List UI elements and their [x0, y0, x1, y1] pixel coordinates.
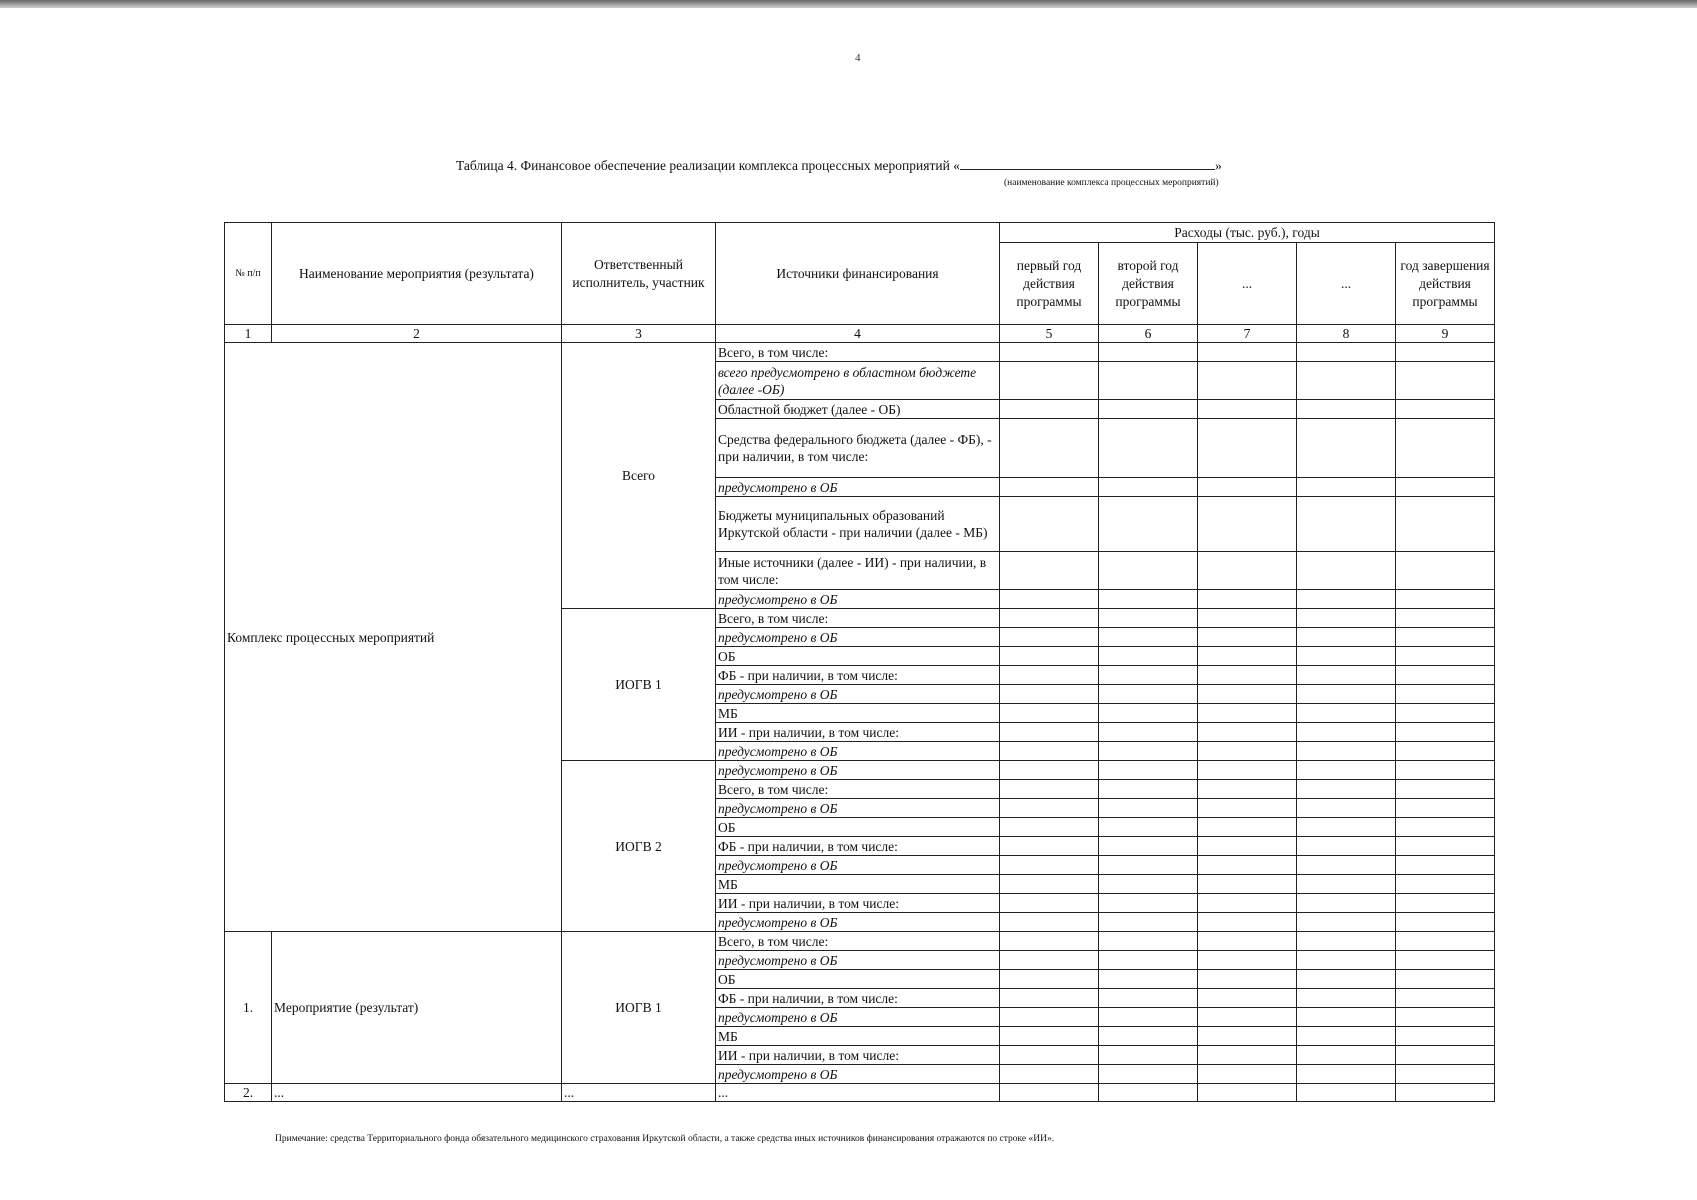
value-cell [1000, 856, 1099, 875]
value-cell [1198, 1065, 1297, 1084]
value-cell [1297, 894, 1396, 913]
value-cell [1198, 856, 1297, 875]
col-number: 3 [562, 325, 716, 343]
value-cell [1396, 1027, 1495, 1046]
value-cell [1000, 913, 1099, 932]
value-cell [1000, 590, 1099, 609]
value-cell [1198, 552, 1297, 590]
value-cell [1000, 951, 1099, 970]
title-blank-line [960, 157, 1215, 170]
value-cell [1000, 1084, 1099, 1102]
value-cell [1396, 818, 1495, 837]
source-cell: предусмотрено в ОБ [716, 799, 1000, 818]
value-cell [1099, 932, 1198, 951]
value-cell [1000, 552, 1099, 590]
value-cell [1396, 1046, 1495, 1065]
executor-cell: Всего [562, 343, 716, 609]
value-cell [1099, 685, 1198, 704]
value-cell [1396, 590, 1495, 609]
executor-cell: ИОГВ 2 [562, 761, 716, 932]
value-cell [1297, 970, 1396, 989]
value-cell [1396, 362, 1495, 400]
value-cell [1000, 1065, 1099, 1084]
table-row [225, 343, 1495, 362]
value-cell [1396, 780, 1495, 799]
value-cell [1396, 478, 1495, 497]
value-cell [1297, 1027, 1396, 1046]
value-cell [1099, 1008, 1198, 1027]
value-cell [1000, 894, 1099, 913]
value-cell [1099, 761, 1198, 780]
source-cell: предусмотрено в ОБ [716, 742, 1000, 761]
value-cell [1396, 1084, 1495, 1102]
source-cell: Средства федерального бюджета (далее - ФБ), - при наличии, в том числе: [716, 419, 1000, 478]
source-cell: Областной бюджет (далее - ОБ) [716, 400, 1000, 419]
col-number: 6 [1099, 325, 1198, 343]
value-cell [1396, 932, 1495, 951]
value-cell [1198, 932, 1297, 951]
value-cell [1099, 552, 1198, 590]
executor-cell: ИОГВ 1 [562, 609, 716, 761]
source-cell: ИИ - при наличии, в том числе: [716, 723, 1000, 742]
value-cell [1297, 913, 1396, 932]
source-cell: МБ [716, 704, 1000, 723]
value-cell [1099, 951, 1198, 970]
value-cell [1198, 989, 1297, 1008]
value-cell [1198, 1046, 1297, 1065]
source-cell: предусмотрено в ОБ [716, 913, 1000, 932]
value-cell [1396, 609, 1495, 628]
value-cell [1297, 761, 1396, 780]
source-cell: предусмотрено в ОБ [716, 590, 1000, 609]
value-cell [1099, 1046, 1198, 1065]
table-row [225, 932, 1495, 951]
value-cell [1099, 609, 1198, 628]
value-cell [1000, 875, 1099, 894]
financing-table [224, 222, 1495, 1102]
value-cell [1297, 628, 1396, 647]
value-cell [1099, 647, 1198, 666]
value-cell [1000, 497, 1099, 552]
value-cell [1198, 894, 1297, 913]
value-cell [1198, 970, 1297, 989]
header-num: № п/п [225, 223, 272, 325]
value-cell [1297, 723, 1396, 742]
value-cell [1099, 856, 1198, 875]
value-cell [1000, 742, 1099, 761]
source-cell: всего предусмотрено в областном бюджете (далее -ОБ) [716, 362, 1000, 400]
value-cell [1198, 419, 1297, 478]
value-cell [1000, 799, 1099, 818]
value-cell [1396, 723, 1495, 742]
source-cell: ФБ - при наличии, в том числе: [716, 837, 1000, 856]
value-cell [1000, 989, 1099, 1008]
value-cell [1099, 799, 1198, 818]
value-cell [1099, 837, 1198, 856]
value-cell [1297, 400, 1396, 419]
value-cell [1396, 704, 1495, 723]
value-cell [1099, 1065, 1198, 1084]
scan-top-edge [0, 0, 1697, 8]
value-cell [1297, 780, 1396, 799]
value-cell [1198, 343, 1297, 362]
source-cell: МБ [716, 1027, 1000, 1046]
value-cell [1198, 478, 1297, 497]
value-cell [1297, 1084, 1396, 1102]
value-cell [1198, 685, 1297, 704]
value-cell [1396, 837, 1495, 856]
value-cell [1396, 497, 1495, 552]
value-cell [1000, 685, 1099, 704]
value-cell [1198, 742, 1297, 761]
value-cell [1297, 989, 1396, 1008]
value-cell [1396, 989, 1495, 1008]
value-cell [1396, 970, 1495, 989]
value-cell [1297, 647, 1396, 666]
value-cell [1198, 1008, 1297, 1027]
value-cell [1297, 685, 1396, 704]
value-cell [1396, 951, 1495, 970]
executor-cell: ИОГВ 1 [562, 932, 716, 1084]
col-number: 8 [1297, 325, 1396, 343]
header-expenses: Расходы (тыс. руб.), годы [1000, 223, 1495, 243]
col-number: 4 [716, 325, 1000, 343]
value-cell [1396, 799, 1495, 818]
value-cell [1297, 856, 1396, 875]
value-cell [1198, 647, 1297, 666]
value-cell [1198, 704, 1297, 723]
value-cell [1396, 628, 1495, 647]
value-cell [1099, 1084, 1198, 1102]
footnote: Примечание: средства Территориального фонда обязательного медицинского страхования Иркутской области, а также средства иных источников финансирования отражаются по строке «ИИ». [275, 1134, 1055, 1144]
value-cell [1198, 1027, 1297, 1046]
value-cell [1396, 875, 1495, 894]
value-cell [1297, 478, 1396, 497]
source-cell: МБ [716, 875, 1000, 894]
source-cell: предусмотрено в ОБ [716, 1065, 1000, 1084]
value-cell [1198, 1084, 1297, 1102]
value-cell [1297, 497, 1396, 552]
complex-name: Комплекс процессных мероприятий [225, 343, 562, 932]
source-cell: ОБ [716, 970, 1000, 989]
value-cell [1198, 609, 1297, 628]
value-cell [1297, 837, 1396, 856]
value-cell [1198, 780, 1297, 799]
source-cell: предусмотрено в ОБ [716, 628, 1000, 647]
value-cell [1000, 970, 1099, 989]
value-cell [1099, 875, 1198, 894]
value-cell [1396, 1065, 1495, 1084]
value-cell [1198, 666, 1297, 685]
source-cell: Всего, в том числе: [716, 780, 1000, 799]
source-cell: ФБ - при наличии, в том числе: [716, 666, 1000, 685]
source-cell: предусмотрено в ОБ [716, 685, 1000, 704]
value-cell [1099, 780, 1198, 799]
value-cell [1000, 1027, 1099, 1046]
source-cell: Бюджеты муниципальных образований Иркутской области - при наличии (далее - МБ) [716, 497, 1000, 552]
header-year-1: первый год действия программы [1000, 243, 1099, 325]
source-cell: предусмотрено в ОБ [716, 856, 1000, 875]
value-cell [1099, 628, 1198, 647]
table-title-prefix: Таблица 4. Финансовое обеспечение реализации комплекса процессных мероприятий « [456, 158, 960, 173]
value-cell [1297, 1046, 1396, 1065]
value-cell [1297, 799, 1396, 818]
table-title-suffix: » [1214, 158, 1222, 173]
value-cell [1099, 970, 1198, 989]
source-cell: ИИ - при наличии, в том числе: [716, 1046, 1000, 1065]
value-cell [1198, 400, 1297, 419]
value-cell [1297, 590, 1396, 609]
value-cell [1198, 875, 1297, 894]
value-cell [1000, 761, 1099, 780]
value-cell [1396, 419, 1495, 478]
value-cell [1099, 742, 1198, 761]
value-cell [1000, 704, 1099, 723]
value-cell [1000, 780, 1099, 799]
value-cell [1099, 818, 1198, 837]
value-cell [1396, 400, 1495, 419]
value-cell [1000, 723, 1099, 742]
value-cell [1297, 704, 1396, 723]
value-cell [1099, 894, 1198, 913]
header-year-3: ... [1198, 243, 1297, 325]
event-name: ... [272, 1084, 562, 1102]
value-cell [1297, 552, 1396, 590]
header-year-2: второй год действия программы [1099, 243, 1198, 325]
value-cell [1396, 552, 1495, 590]
page-number: 4 [855, 52, 861, 64]
value-cell [1099, 989, 1198, 1008]
value-cell [1297, 666, 1396, 685]
value-cell [1099, 343, 1198, 362]
value-cell [1198, 799, 1297, 818]
value-cell [1000, 400, 1099, 419]
value-cell [1198, 723, 1297, 742]
value-cell [1297, 419, 1396, 478]
table-title [456, 157, 1222, 174]
value-cell [1198, 362, 1297, 400]
value-cell [1396, 647, 1495, 666]
header-year-last: год завершения действия программы [1396, 243, 1495, 325]
value-cell [1297, 818, 1396, 837]
source-cell: ОБ [716, 647, 1000, 666]
value-cell [1000, 818, 1099, 837]
header-sources: Источники финансирования [716, 223, 1000, 325]
value-cell [1198, 497, 1297, 552]
value-cell [1000, 932, 1099, 951]
source-cell: Всего, в том числе: [716, 609, 1000, 628]
value-cell [1000, 666, 1099, 685]
source-cell: ... [716, 1084, 1000, 1102]
source-cell: Всего, в том числе: [716, 343, 1000, 362]
title-caption: (наименование комплекса процессных мероприятий) [1004, 178, 1219, 188]
value-cell [1297, 609, 1396, 628]
value-cell [1396, 856, 1495, 875]
value-cell [1297, 932, 1396, 951]
col-number: 7 [1198, 325, 1297, 343]
value-cell [1198, 628, 1297, 647]
col-number: 2 [272, 325, 562, 343]
header-name: Наименование мероприятия (результата) [272, 223, 562, 325]
value-cell [1396, 894, 1495, 913]
value-cell [1099, 400, 1198, 419]
value-cell [1396, 761, 1495, 780]
value-cell [1297, 343, 1396, 362]
value-cell [1297, 951, 1396, 970]
value-cell [1099, 478, 1198, 497]
executor-cell: ... [562, 1084, 716, 1102]
value-cell [1000, 609, 1099, 628]
value-cell [1000, 628, 1099, 647]
event-number: 1. [225, 932, 272, 1084]
table-row [225, 1084, 1495, 1102]
value-cell [1297, 1065, 1396, 1084]
source-cell: ФБ - при наличии, в том числе: [716, 989, 1000, 1008]
value-cell [1099, 419, 1198, 478]
source-cell: Иные источники (далее - ИИ) - при наличии, в том числе: [716, 552, 1000, 590]
value-cell [1198, 590, 1297, 609]
value-cell [1099, 590, 1198, 609]
value-cell [1297, 1008, 1396, 1027]
value-cell [1099, 362, 1198, 400]
value-cell [1198, 818, 1297, 837]
value-cell [1099, 1027, 1198, 1046]
value-cell [1396, 1008, 1495, 1027]
value-cell [1396, 913, 1495, 932]
value-cell [1000, 837, 1099, 856]
value-cell [1198, 951, 1297, 970]
col-number: 9 [1396, 325, 1495, 343]
value-cell [1000, 362, 1099, 400]
source-cell: предусмотрено в ОБ [716, 761, 1000, 780]
value-cell [1000, 343, 1099, 362]
value-cell [1099, 666, 1198, 685]
value-cell [1000, 647, 1099, 666]
event-name: Мероприятие (результат) [272, 932, 562, 1084]
value-cell [1297, 742, 1396, 761]
value-cell [1099, 704, 1198, 723]
value-cell [1099, 723, 1198, 742]
value-cell [1396, 742, 1495, 761]
value-cell [1396, 685, 1495, 704]
header-executor: Ответственный исполнитель, участник [562, 223, 716, 325]
source-cell: Всего, в том числе: [716, 932, 1000, 951]
event-number: 2. [225, 1084, 272, 1102]
value-cell [1000, 1046, 1099, 1065]
value-cell [1000, 1008, 1099, 1027]
source-cell: предусмотрено в ОБ [716, 951, 1000, 970]
value-cell [1099, 913, 1198, 932]
value-cell [1297, 875, 1396, 894]
value-cell [1000, 478, 1099, 497]
value-cell [1000, 419, 1099, 478]
value-cell [1198, 837, 1297, 856]
value-cell [1198, 761, 1297, 780]
value-cell [1396, 343, 1495, 362]
col-number: 5 [1000, 325, 1099, 343]
source-cell: ИИ - при наличии, в том числе: [716, 894, 1000, 913]
value-cell [1396, 666, 1495, 685]
source-cell: предусмотрено в ОБ [716, 478, 1000, 497]
value-cell [1099, 497, 1198, 552]
value-cell [1297, 362, 1396, 400]
col-number: 1 [225, 325, 272, 343]
source-cell: ОБ [716, 818, 1000, 837]
value-cell [1198, 913, 1297, 932]
source-cell: предусмотрено в ОБ [716, 1008, 1000, 1027]
header-year-4: ... [1297, 243, 1396, 325]
